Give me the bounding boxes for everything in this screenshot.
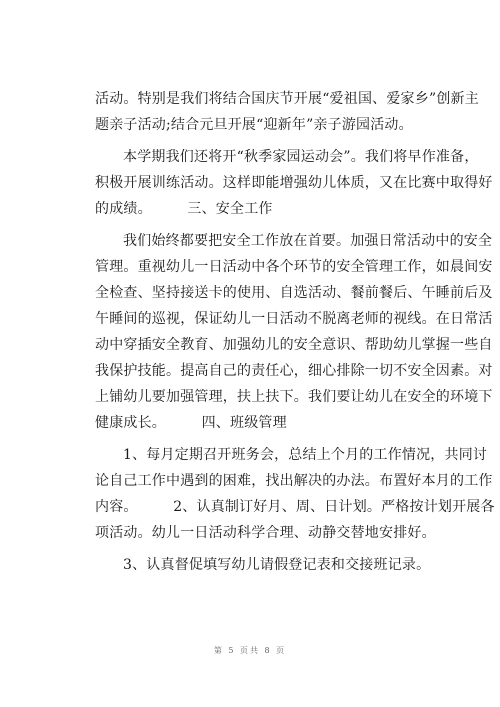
text-line: 本学期我们还将开“秋季家园运动会”。我们将早作准备， <box>123 149 479 165</box>
text-line: 内容。 2、认真制订好月、周、日计划。严格按计划开展各 <box>95 499 495 515</box>
text-line: 活动。特别是我们将结合国庆节开展“爱祖国、爱家乡”创新主 <box>95 91 479 107</box>
section-heading-line: 的成绩。 三、安全工作 <box>95 201 273 217</box>
text-line: 论自己工作中遇到的困难，找出解决的办法。布置好本月的工作 <box>95 473 493 489</box>
text-line: 项活动。幼儿一日活动科学合理、动静交替地安排好。 <box>95 525 436 541</box>
text-line: 动中穿插安全教育、加强幼儿的安全意识、帮助幼儿掌握一些自 <box>95 337 493 353</box>
text-line: 1、每月定期召开班务会，总结上个月的工作情况，共同讨 <box>123 447 488 463</box>
text-line: 题亲子活动;结合元旦开展“迎新年”亲子游园活动。 <box>95 117 413 133</box>
text-line: 上铺幼儿要加强管理，扶上扶下。我们要让幼儿在安全的环境下 <box>95 389 493 405</box>
section-heading-line: 健康成长。 四、班级管理 <box>95 415 287 431</box>
page-number-footer: 第 5 页共 8 页 <box>213 646 287 655</box>
text-line: 我们始终都要把安全工作放在首要。加强日常活动中的安全 <box>123 233 493 249</box>
document-body <box>95 86 495 578</box>
text-line: 午睡间的巡视，保证幼儿一日活动不脱离老师的视线。在日常活 <box>95 311 493 327</box>
text-line: 管理。重视幼儿一日活动中各个环节的安全管理工作，如晨间安 <box>95 259 493 275</box>
text-line: 我保护技能。提高自己的责任心，细心排除一切不安全因素。对 <box>95 363 493 379</box>
text-line: 3、认真督促填写幼儿请假登记表和交接班记录。 <box>123 557 431 573</box>
text-line: 全检查、坚持接送卡的使用、自选活动、餐前餐后、午睡前后及 <box>95 285 493 301</box>
text-line: 积极开展训练活动。这样即能增强幼儿体质，又在比赛中取得好 <box>95 175 493 191</box>
